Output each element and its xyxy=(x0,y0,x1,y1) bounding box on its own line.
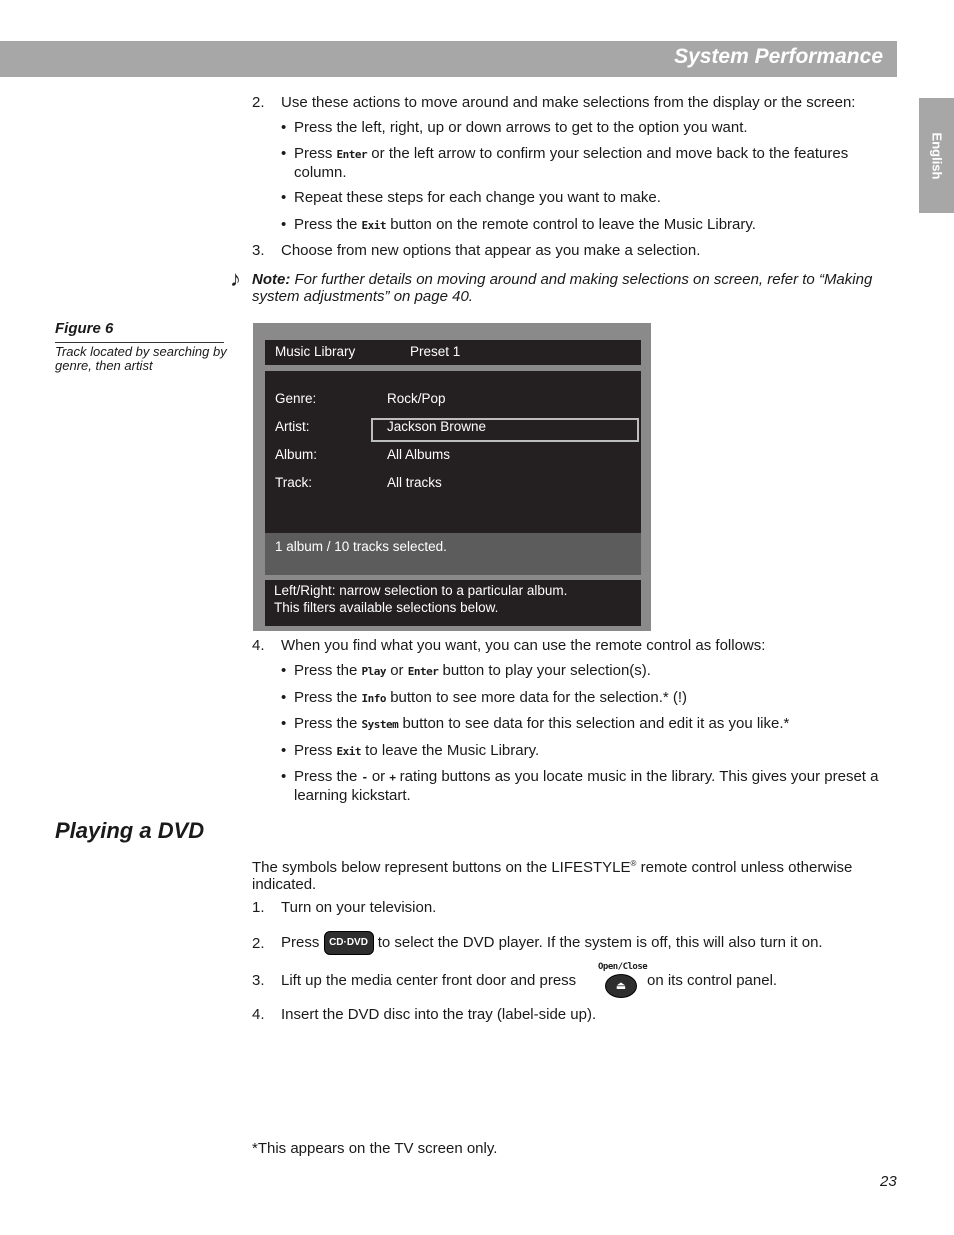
step-text: Use these actions to move around and make selections from the display or the screen: xyxy=(281,94,856,111)
section-title: System Performance xyxy=(674,45,883,68)
bullet-text: Press the Play or Enter button to play your selection(s). xyxy=(294,662,651,679)
genre-label: Genre: xyxy=(275,391,317,406)
status-text: 1 album / 10 tracks selected. xyxy=(275,539,447,554)
language-tab-label: English xyxy=(929,132,944,179)
help-line: Left/Right: narrow selection to a particular album. xyxy=(274,583,568,598)
bullet-icon: • xyxy=(281,742,287,759)
help-line: This filters available selections below. xyxy=(274,600,499,615)
screen-header xyxy=(265,340,641,365)
language-tab xyxy=(919,98,954,213)
eject-icon: ⏏ xyxy=(605,974,637,998)
step-number: 4. xyxy=(252,637,265,654)
page-number: 23 xyxy=(880,1173,897,1190)
open-close-button-icon xyxy=(598,962,648,998)
note: Note: For further details on moving around and making selections on screen, refer to “Making system adjustments” on page 40. xyxy=(252,271,873,305)
step-number: 1. xyxy=(252,899,265,916)
key-label: - xyxy=(361,771,368,784)
bullet-icon: • xyxy=(281,216,287,233)
step-number: 2. xyxy=(252,94,265,111)
open-close-label: Open/Close xyxy=(598,962,648,972)
key-label: + xyxy=(389,771,396,784)
step-text-tail: on its control panel. xyxy=(647,972,778,989)
screen-selection-list xyxy=(265,371,641,533)
step-text: When you find what you want, you can use the remote control as follows: xyxy=(281,637,766,654)
bullet-text: Press the Info button to see more data for the selection.* (!) xyxy=(294,689,688,706)
bullet-icon: • xyxy=(281,119,287,136)
key-label: Enter xyxy=(407,665,439,678)
step-number: 4. xyxy=(252,1006,265,1023)
step-text: Choose from new options that appear as you make a selection. xyxy=(281,242,701,259)
bullet-icon: • xyxy=(281,662,287,679)
bullet-text: Repeat these steps for each change you want to make. xyxy=(294,189,661,206)
key-label: Exit xyxy=(361,219,387,232)
album-label: Album: xyxy=(275,447,318,462)
key-label: Enter xyxy=(336,148,368,161)
step-text: Press CD·DVD to select the DVD player. If the system is off, this will also turn it on. xyxy=(281,930,891,956)
key-label: System xyxy=(361,718,399,731)
bullet-text: Press the - or + rating buttons as you locate music in the library. This gives your preset a learning kickstart. xyxy=(294,768,879,804)
bullet-icon: • xyxy=(281,715,287,732)
artist-value: Jackson Browne xyxy=(387,419,487,434)
dvd-intro: The symbols below represent buttons on the LIFESTYLE® remote control unless otherwise indicated. xyxy=(252,859,853,893)
bullet-icon: • xyxy=(281,768,287,785)
bullet-text: Press Exit to leave the Music Library. xyxy=(294,742,540,759)
step-number: 2. xyxy=(252,935,265,952)
step-number: 3. xyxy=(252,972,265,989)
section-header-bar xyxy=(0,41,897,77)
figure-caption: Track located by searching by genre, then artist xyxy=(55,344,227,373)
cd-dvd-button-icon: CD·DVD xyxy=(324,931,374,955)
bullet-text: Press the System button to see data for this selection and edit it as you like.* xyxy=(294,715,790,732)
music-note-icon: ♪ xyxy=(230,266,241,291)
step-text: Insert the DVD disc into the tray (label-side up). xyxy=(281,1006,597,1023)
step-number: 3. xyxy=(252,242,265,259)
note-label: Note: xyxy=(252,271,291,288)
key-label: Exit xyxy=(336,745,362,758)
bullet-text: Press Enter or the left arrow to confirm your selection and move back to the features column. xyxy=(294,145,849,181)
figure-title: Figure 6 xyxy=(55,320,114,337)
genre-value: Rock/Pop xyxy=(387,391,446,406)
footnote: *This appears on the TV screen only. xyxy=(252,1140,498,1157)
figure-divider xyxy=(55,342,224,343)
music-library-screen xyxy=(253,323,651,631)
dvd-section-title: Playing a DVD xyxy=(55,818,205,843)
preset-label: Preset 1 xyxy=(410,344,461,359)
artist-label: Artist: xyxy=(275,419,310,434)
step-text: Lift up the media center front door and press xyxy=(281,972,577,989)
bullet-icon: • xyxy=(281,189,287,206)
bullet-text: Press the left, right, up or down arrows to get to the option you want. xyxy=(294,119,748,136)
bullet-icon: • xyxy=(281,689,287,706)
key-label: Info xyxy=(361,692,387,705)
album-value: All Albums xyxy=(387,447,451,462)
screen-title: Music Library xyxy=(275,344,356,359)
bullet-icon: • xyxy=(281,145,287,162)
bullet-text: Press the Exit button on the remote control to leave the Music Library. xyxy=(294,216,756,233)
track-label: Track: xyxy=(275,475,312,490)
track-value: All tracks xyxy=(387,475,442,490)
screen-status xyxy=(265,533,641,575)
key-label: Play xyxy=(361,665,387,678)
step-text: Turn on your television. xyxy=(281,899,437,916)
screen-help xyxy=(265,580,641,626)
